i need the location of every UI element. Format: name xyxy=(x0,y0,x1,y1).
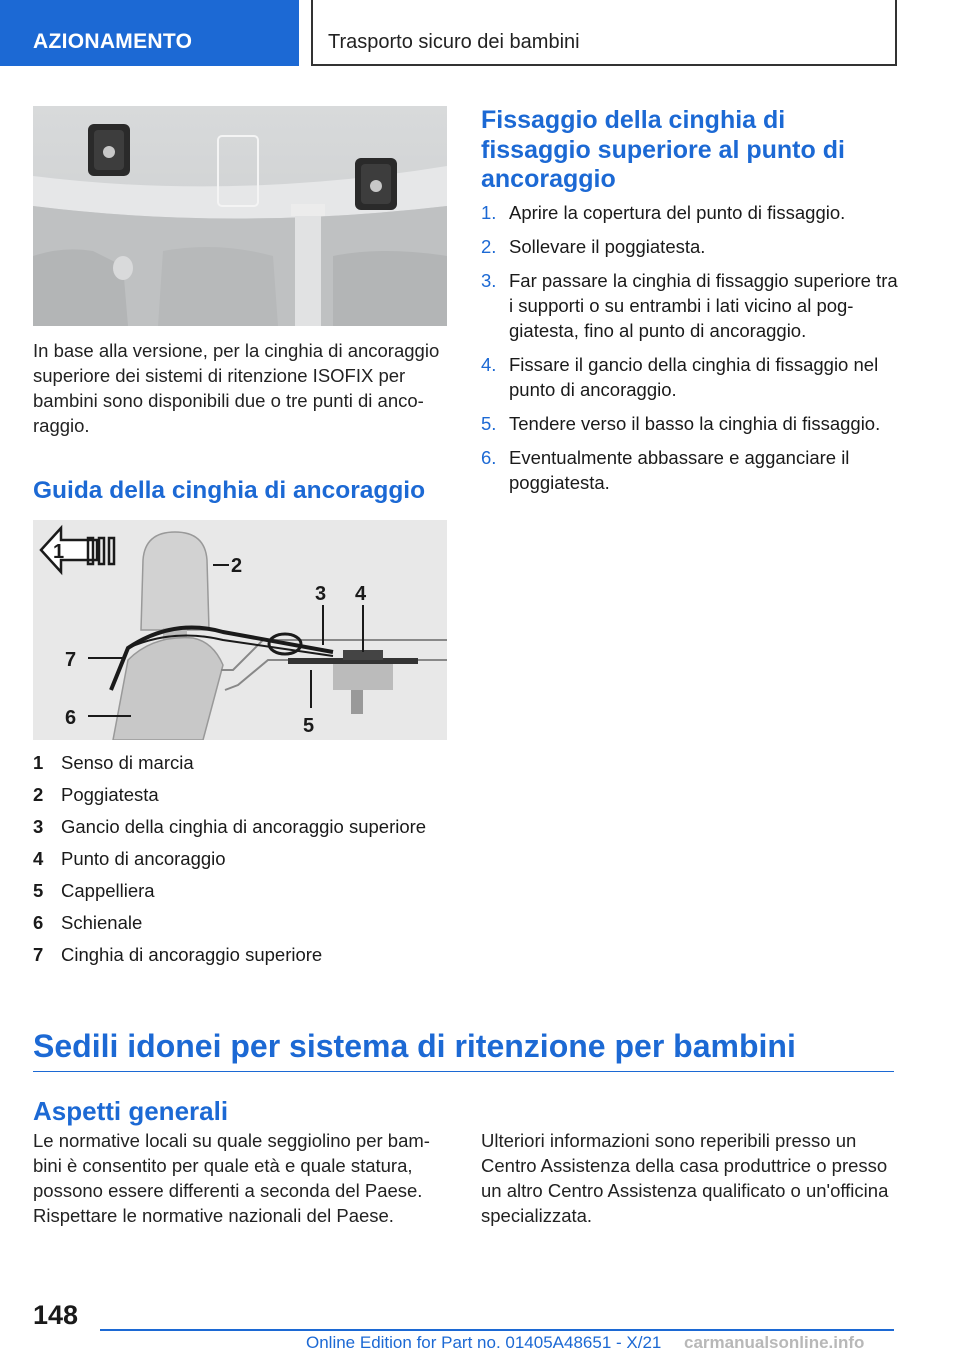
general-subtitle: Aspetti generali xyxy=(33,1096,229,1126)
chapter-title: Trasporto sicuro dei bambini xyxy=(328,31,580,53)
diagram-label-1: 1 xyxy=(53,541,65,563)
legend-number: 3 xyxy=(33,816,44,837)
step-item xyxy=(481,200,901,225)
legend-text: Poggiatesta xyxy=(61,784,159,805)
seats-left-paragraph: Le normative locali su quale seggiolino per bam-bini è consentito per quale età e quale statura, possono essere differenti a seconda del Paese. Rispettare le normative nazionali del Paese. xyxy=(33,1130,430,1226)
legend-item xyxy=(33,880,443,912)
step-text: Far passare la cinghia di fissaggio superiore tra i supporti o su entrambi i lati vicino al pog-giatesta, fino al punto di ancoraggio. xyxy=(509,270,898,341)
step-item xyxy=(481,352,901,402)
legend-item xyxy=(33,944,443,976)
step-text: Eventualmente abbassare e agganciare il poggiatesta. xyxy=(509,447,850,493)
legend-number: 7 xyxy=(33,944,44,965)
step-number: 3. xyxy=(481,270,497,291)
diagram-legend xyxy=(33,752,443,976)
guide-section-title: Guida della cinghia di ancoraggio xyxy=(33,477,426,504)
diagram-label-2: 2 xyxy=(231,555,243,577)
step-number: 1. xyxy=(481,202,497,223)
legend-item xyxy=(33,752,443,784)
legend-text: Schienale xyxy=(61,912,143,933)
diagram-label-6: 6 xyxy=(65,707,77,729)
diagram-label-4: 4 xyxy=(355,583,367,605)
step-number: 2. xyxy=(481,236,497,257)
step-item xyxy=(481,445,901,495)
step-item xyxy=(481,268,901,343)
fix-section-title: Fissaggio della cinghia di fissaggio superiore al punto di ancoraggio xyxy=(481,106,845,193)
edition-text: Online Edition for Part no. 01405A48651 - X/21 xyxy=(306,1333,662,1352)
legend-number: 6 xyxy=(33,912,44,933)
legend-text: Gancio della cinghia di ancoraggio superiore xyxy=(61,816,427,837)
step-number: 6. xyxy=(481,447,497,468)
section-tab xyxy=(0,0,299,66)
page-number: 148 xyxy=(33,1300,79,1330)
legend-item xyxy=(33,784,443,816)
legend-item xyxy=(33,848,443,880)
legend-text: Cinghia di ancoraggio superiore xyxy=(61,944,323,965)
step-item xyxy=(481,411,901,436)
legend-text: Cappelliera xyxy=(61,880,155,901)
step-text: Fissare il gancio della cinghia di fissaggio nel punto di ancoraggio. xyxy=(509,354,879,400)
step-text: Aprire la copertura del punto di fissaggio. xyxy=(509,202,846,223)
rear-shelf-photo xyxy=(33,106,447,326)
step-number: 4. xyxy=(481,354,497,375)
anchor-strap-diagram xyxy=(33,520,447,740)
section-divider xyxy=(33,1071,894,1072)
step-text: Tendere verso il basso la cinghia di fissaggio. xyxy=(509,413,881,434)
step-number: 5. xyxy=(481,413,497,434)
legend-number: 5 xyxy=(33,880,44,901)
legend-item xyxy=(33,912,443,944)
legend-number: 1 xyxy=(33,752,44,773)
legend-number: 2 xyxy=(33,784,44,805)
fix-steps-list xyxy=(481,200,901,504)
seats-right-paragraph: Ulteriori informazioni sono reperibili presso un Centro Assistenza della casa produttrice o presso un altro Centro Assistenza qualificato o un'officina specializzata. xyxy=(481,1130,889,1226)
section-label: AZIONAMENTO xyxy=(33,30,193,53)
diagram-label-5: 5 xyxy=(303,715,315,737)
legend-text: Senso di marcia xyxy=(61,752,194,773)
chapter-header xyxy=(311,0,897,66)
footer-divider xyxy=(100,1329,894,1331)
step-item xyxy=(481,234,901,259)
diagram-label-7: 7 xyxy=(65,649,77,671)
step-text: Sollevare il poggiatesta. xyxy=(509,236,706,257)
legend-number: 4 xyxy=(33,848,44,869)
watermark: carmanualsonline.info xyxy=(684,1333,865,1352)
diagram-label-3: 3 xyxy=(315,583,327,605)
intro-paragraph: In base alla versione, per la cinghia di ancoraggio superiore dei sistemi di ritenzione ISOFIX per bambini sono disponibili due o tre punti di anco-raggio. xyxy=(33,340,440,436)
legend-text: Punto di ancoraggio xyxy=(61,848,226,869)
legend-item xyxy=(33,816,443,848)
seats-section-title: Sedili idonei per sistema di ritenzione per bambini xyxy=(33,1028,796,1064)
